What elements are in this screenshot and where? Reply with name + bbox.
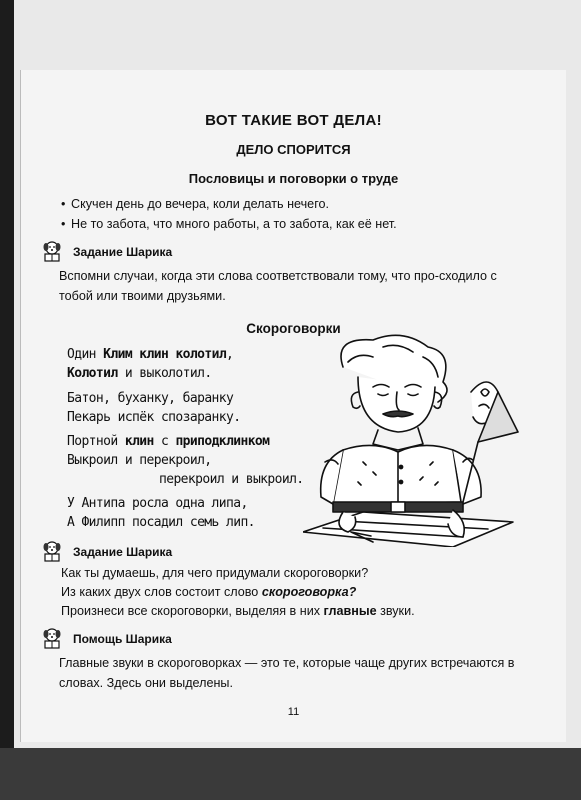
tongue-twister-line: перекроил и выкроил. <box>159 472 304 487</box>
tongue-twister-line: Портной клин с приподклинком <box>67 434 270 449</box>
help-label: Помощь Шарика <box>73 632 172 646</box>
tongue-twister-line: Батон, буханку, баранку <box>67 391 234 406</box>
proverb-item: • Не то забота, что много работы, а то забота, как её нет. <box>61 217 397 231</box>
tailor-illustration <box>303 332 523 547</box>
proverb-item: • Скучен день до вечера, коли делать нечего. <box>61 197 330 211</box>
scan-edge <box>0 0 14 800</box>
task-line: Произнеси все скороговорки, выделяя в них главные звуки. <box>61 604 415 618</box>
sharik-dog-icon <box>41 540 63 562</box>
proverbs-title: Пословицы и поговорки о труде <box>188 171 399 186</box>
tongue-twister-line: Один Клим клин колотил, <box>67 347 234 362</box>
tongue-twister-line: Колотил и выколотил. <box>67 366 212 381</box>
bullet-icon: • <box>61 217 66 231</box>
tongue-twister-line: У Антипа росла одна липа, <box>67 496 248 511</box>
tongue-twisters-title: Скороговорки <box>246 321 341 336</box>
page-title: ВОТ ТАКИЕ ВОТ ДЕЛА! <box>205 112 382 129</box>
page-number: 11 <box>287 706 300 718</box>
task-label: Задание Шарика <box>73 245 173 259</box>
bullet-icon: • <box>61 197 66 211</box>
task-line: Как ты думаешь, для чего придумали скороговорки? <box>61 566 369 580</box>
scan-edge <box>0 748 581 800</box>
help-text: Главные звуки в скороговорках — это те, которые чаще других встречаются в словах. Здесь они выделены. <box>59 656 515 690</box>
task-text: Вспомни случаи, когда эти слова соответствовали тому, что про-сходило с тобой или твоими друзьями. <box>59 269 497 303</box>
tongue-twister-line: Выкроил и перекроил, <box>67 453 212 468</box>
section-title: ДЕЛО СПОРИТСЯ <box>236 142 351 157</box>
task-line: Из каких двух слов состоит слово скороговорка? <box>61 585 357 599</box>
book-page <box>20 70 566 742</box>
sharik-dog-icon <box>41 240 63 262</box>
tongue-twister-line: Пекарь испёк спозаранку. <box>67 410 241 425</box>
sharik-dog-icon <box>41 627 63 649</box>
tongue-twister-line: А Филипп посадил семь лип. <box>67 515 255 530</box>
task-label: Задание Шарика <box>73 545 173 559</box>
